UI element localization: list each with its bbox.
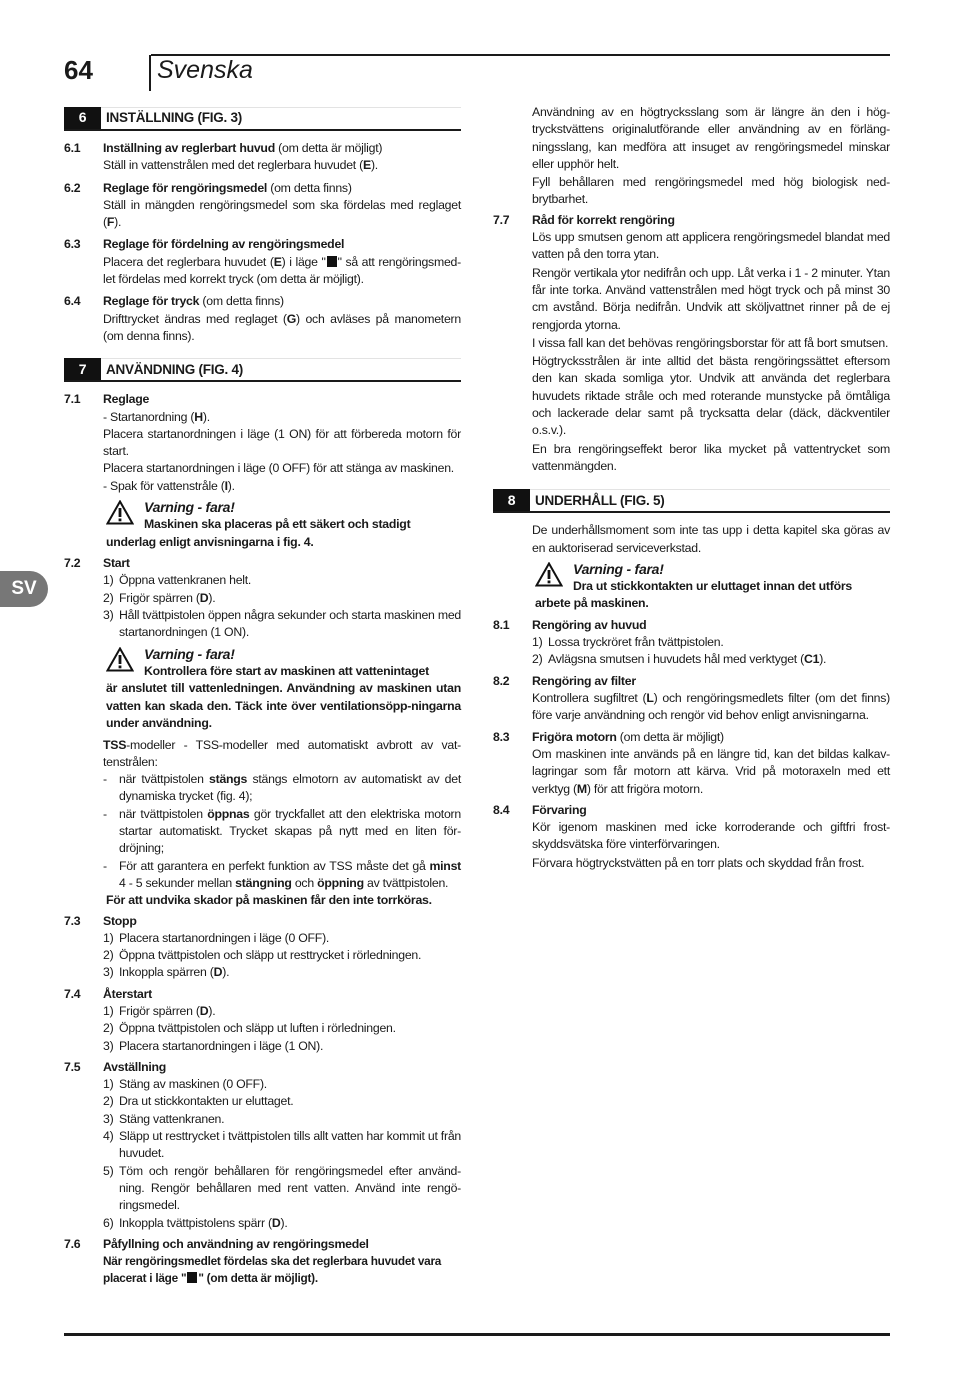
warning-text: Kontrollera före start av maskinen att vattenintaget är anslutet till vattenledningen. Användning av maskinen utan vatten kan skada den. Täck inte över ventilationsöpp-ningarna under användning. — [106, 663, 461, 731]
section-title: INSTÄLLNING (FIG. 3) — [106, 110, 242, 126]
item-number: 7.5 — [64, 1059, 81, 1074]
item-text: Drifttrycket ändras med reglaget (G) och avläses på manometern (om denna finns). — [103, 311, 461, 343]
section-number: 7 — [64, 358, 101, 380]
item-title: Reglage för fördelning av rengöringsmedel — [103, 237, 345, 252]
item-subtitle: (om detta finns) — [267, 180, 352, 195]
head-position-symbol-icon — [327, 256, 337, 267]
item-6-1 — [64, 140, 461, 157]
item-list: 1) Frigör spärren (D). 2) Öppna tvättpistolen och släpp ut luften i rörledningen. 3) Placera startanordningen i läge (1 ON). — [103, 1003, 396, 1053]
item-7-1 — [64, 391, 461, 408]
item-8-3 — [493, 729, 890, 746]
item-title: Stopp — [103, 913, 137, 928]
item-number: 6.4 — [64, 294, 81, 309]
item-number: 8.4 — [493, 802, 510, 817]
item-text: Ställ in mängden rengöringsmedel som ska fördelas med reglaget (F). — [103, 197, 461, 230]
dry-run-note: För att undvika skador på maskinen får den inte torrköras. — [106, 893, 432, 908]
item-7-6 — [64, 1236, 461, 1253]
item-6-4 — [64, 293, 461, 310]
item-title: Inställning av reglerbart huvud — [103, 141, 275, 155]
item-subtitle: (om detta är möjligt) — [274, 141, 383, 155]
item-7-5 — [64, 1059, 461, 1076]
warning-triangle-icon — [106, 500, 134, 525]
item-number: 6.1 — [64, 141, 81, 155]
language-side-tab: SV — [0, 571, 48, 607]
tss-description: TSS-modeller - TSS-modeller med automatiskt avbrott av vat-tenstrålen: - när tvättpistolen stängs stängs elmotorn av automatiskt av det dynamiska trycket (fig. 4); - när tvättpistolen öppnas gör tryckfallet att den elektriska motorn startar automatiskt. Trycket skapas på nytt med en liten för-dröjning; - För att garantera en perfekt funktion av TSS måste det gå minst 4 - 5 sekunder mellan stängning och öppning av tvättpistolen. — [103, 737, 461, 890]
item-list: 1) Stäng av maskinen (0 OFF). 2) Dra ut stickkontakten ur eluttaget. 3) Stäng vattenkranen. 4) Släpp ut resttrycket i tvättpistolen tills allt vatten har kommit ut från huvudet. 5) Töm och rengör behållaren för rengöringsmedel efter använd-ning. Rengör behållaren med rent vatten. Använd inte rengö-ringsmedel. 6) Inkoppla tvättpistolens spärr (D). — [103, 1077, 461, 1230]
item-number: 6.3 — [64, 237, 81, 252]
item-text: Lös upp smutsen genom att applicera rengöringsmedel blandat med vatten på den torra ytan. Rengör vertikala ytor nedifrån och upp. Låt verka i 1 - 2 minuter. Ytan får inte torka. Använd vattenstrålen med högt tryck och på minst 30 cm avstånd. Börja nedifrån. Undvik att sköljvattnet rinner på de ej rengjorda ytorna. I vissa fall kan det behövas rengöringsborstar för att få bort smutsen. Högtrycksstrålen är inte alltid det bästa rengöringssättet eftersom den kan skada somliga ytor. Undvik att använda det reglerbara huvudets riktade stråle och med roterande munstycke på ömtåliga och lackerade delar samt på trycksatta delar (däck, däckventiler o.s.v.). En bra rengöringseffekt beror lika mycket på vattentrycket som vattenmängden. — [532, 230, 890, 473]
item-text: - Startanordning (H). Placera startanordningen i läge (1 ON) för att förbereda motorn för start. Placera startanordningen i läge (0 OFF) för att stänga av maskinen. - Spak för vattenstråle (I). — [103, 409, 461, 493]
section-title: ANVÄNDNING (FIG. 4) — [106, 361, 243, 377]
warning-title: Varning - fara! — [573, 560, 664, 577]
warning-triangle-icon — [106, 647, 134, 672]
page-number: 64 — [64, 55, 93, 85]
item-number: 7.6 — [64, 1236, 81, 1251]
item-number: 7.7 — [493, 212, 510, 227]
warning-triangle-icon — [535, 562, 563, 587]
section-6-heading — [64, 107, 461, 131]
item-title: Återstart — [103, 986, 153, 1001]
item-number: 7.2 — [64, 556, 81, 571]
warning-block — [535, 561, 890, 613]
header-rule — [151, 54, 890, 56]
item-text: Placera det reglerbara huvudet (E) i läge " " så att rengöringsmed-let fördelas med korrekt tryck (om detta är möjligt). — [103, 254, 461, 287]
item-number: 8.2 — [493, 673, 510, 688]
item-text: När rengöringsmedlet fördelas ska det reglerbara huvudet vara placerat i läge " " (om detta är möjligt). — [103, 1254, 442, 1286]
item-7-4 — [64, 986, 461, 1003]
item-number: 8.1 — [493, 617, 510, 632]
item-number: 6.2 — [64, 180, 81, 195]
item-list: 1) Öppna vattenkranen helt. 2) Frigör spärren (D). 3) Håll tvättpistolen öppen några sekunder och starta maskinen med startanordningen (1 ON). — [103, 573, 461, 640]
item-title: Rengöring av huvud — [532, 617, 647, 632]
right-column — [493, 104, 890, 872]
item-title: Start — [103, 556, 130, 571]
section-number: 8 — [493, 489, 530, 511]
item-title: Frigöra motorn — [532, 729, 617, 744]
item-text: Kontrollera sugfiltret (L) och rengöringsmedlets filter (om det finns) före varje användning och rengör vid behov enligt anvisningarna. — [532, 691, 890, 723]
header-divider — [149, 55, 151, 91]
section-8-heading — [493, 489, 890, 513]
item-number: 7.1 — [64, 392, 81, 407]
item-8-1 — [493, 617, 890, 634]
item-title: Påfyllning och användning av rengöringsmedel — [103, 1236, 369, 1251]
item-7-7 — [493, 212, 890, 229]
item-list: 1) Placera startanordningen i läge (0 OFF). 2) Öppna tvättpistolen och släpp ut resttrycket i rörledningen. 3) Inkoppla spärren (D). — [103, 930, 422, 980]
item-text: Ställ in vattenstrålen med det reglerbara huvudet (E). — [103, 158, 378, 173]
item-title: Rengöring av filter — [532, 673, 636, 688]
left-column — [64, 104, 461, 1288]
warning-text: Dra ut stickkontakten ur eluttaget innan det utförs arbete på maskinen. — [535, 578, 852, 611]
section-7-heading — [64, 358, 461, 382]
warning-text: Maskinen ska placeras på ett säkert och stadigt underlag enligt anvisningarna i fig. 4. — [106, 517, 411, 549]
item-title: Avställning — [103, 1059, 167, 1074]
item-subtitle: (om detta är möjligt) — [616, 729, 724, 744]
item-number: 8.3 — [493, 729, 510, 744]
warning-block — [106, 499, 461, 551]
item-number: 7.4 — [64, 986, 81, 1001]
section-title: UNDERHÅLL (FIG. 5) — [535, 492, 665, 508]
footer-rule — [64, 1333, 890, 1336]
item-title: Förvaring — [532, 802, 587, 817]
head-position-symbol-icon — [187, 1272, 197, 1283]
item-text: Kör igenom maskinen med icke korroderande och giftfri frost-skyddsvätska före vinterförvaringen. Förvara högtryckstvätten på en torr plats och skyddad från frost. — [532, 820, 890, 870]
item-subtitle: (om detta finns) — [199, 294, 284, 309]
language-title: Svenska — [157, 56, 253, 84]
item-text: Om maskinen inte används på en längre tid, kan det bildas kalkav-lagringar som får motorn att kärva. Vrid på motoraxeln med ett verktyg (M) för att frigöra motorn. — [532, 746, 890, 796]
item-7-6-continued: Användning av en högtrycksslang som är längre än den i hög-tryckstvättens originalutförande eller användning av en förläng-ningsslang, kan medföra att insuget av rengöringsmedel minskar eller upphör helt. Fyll behållaren med rengöringsmedel med hög biologisk ned-brytbarhet. — [532, 105, 890, 207]
warning-title: Varning - fara! — [144, 645, 235, 662]
item-6-2 — [64, 180, 461, 197]
item-number: 7.3 — [64, 913, 81, 928]
item-7-2 — [64, 555, 461, 572]
item-8-4 — [493, 802, 890, 819]
item-title: Råd för korrekt rengöring — [532, 212, 675, 227]
warning-block — [106, 646, 461, 733]
item-7-3 — [64, 913, 461, 930]
item-6-3 — [64, 236, 461, 253]
warning-title: Varning - fara! — [144, 499, 235, 516]
item-title: Reglage för tryck — [103, 294, 200, 309]
item-title: Reglage för rengöringsmedel — [103, 180, 268, 195]
item-title: Reglage — [103, 392, 150, 407]
section-number: 6 — [64, 107, 101, 129]
item-8-2 — [493, 673, 890, 690]
maintenance-intro: De underhållsmoment som inte tas upp i detta kapitel ska göras av en auktoriserad serviceverkstad. — [532, 523, 890, 555]
item-list: 1) Lossa tryckröret från tvättpistolen. 2) Avlägsna smutsen i huvudets hål med verktyget (C1). — [532, 635, 827, 667]
